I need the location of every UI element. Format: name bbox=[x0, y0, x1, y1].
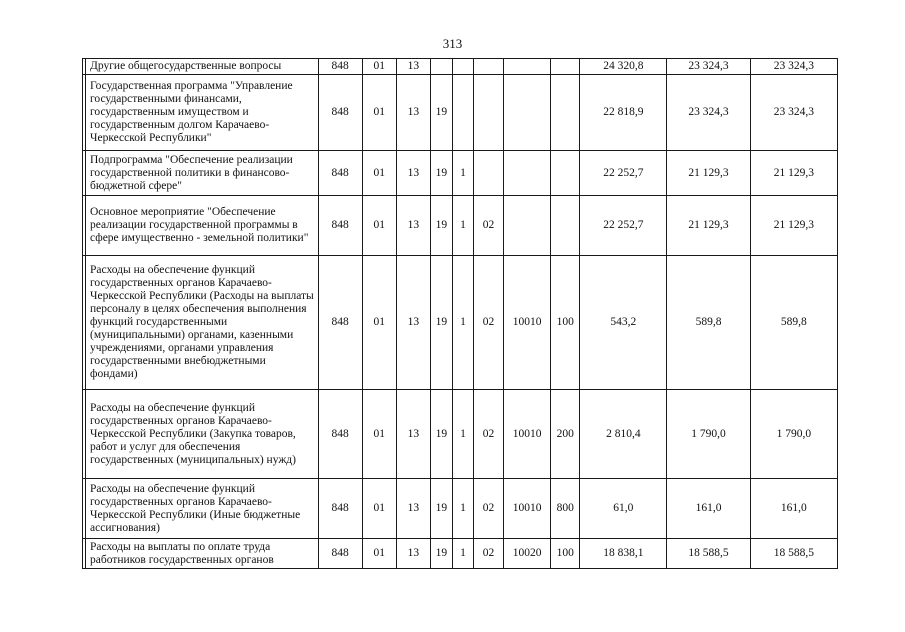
row-pp: 1 bbox=[452, 539, 473, 569]
row-sum-1: 22 818,9 bbox=[580, 75, 667, 151]
row-sum-1: 18 838,1 bbox=[580, 539, 667, 569]
row-gp: 19 bbox=[430, 539, 452, 569]
row-om bbox=[473, 59, 503, 75]
row-vr bbox=[551, 59, 580, 75]
row-pr: 13 bbox=[396, 196, 430, 256]
row-pr: 13 bbox=[396, 151, 430, 196]
row-ved: 848 bbox=[318, 479, 362, 539]
row-sum-1: 22 252,7 bbox=[580, 196, 667, 256]
row-pp: 1 bbox=[452, 390, 473, 479]
row-dir bbox=[504, 196, 551, 256]
row-pr: 13 bbox=[396, 256, 430, 390]
row-name: Подпрограмма "Обеспечение реализации государственной политики в финансово-бюджетной сфере" bbox=[86, 151, 319, 196]
row-pr: 13 bbox=[396, 390, 430, 479]
row-om bbox=[473, 151, 503, 196]
row-pr: 13 bbox=[396, 479, 430, 539]
row-vr bbox=[551, 75, 580, 151]
row-vr: 800 bbox=[551, 479, 580, 539]
row-gp: 19 bbox=[430, 196, 452, 256]
row-gp: 19 bbox=[430, 151, 452, 196]
row-pr: 13 bbox=[396, 75, 430, 151]
row-dir bbox=[504, 151, 551, 196]
row-vr: 100 bbox=[551, 539, 580, 569]
row-name: Другие общегосударственные вопросы bbox=[86, 59, 319, 75]
row-sum-1: 22 252,7 bbox=[580, 151, 667, 196]
row-pp: 1 bbox=[452, 479, 473, 539]
table-row bbox=[83, 75, 838, 151]
row-sum-2: 21 129,3 bbox=[667, 151, 750, 196]
row-sum-3: 23 324,3 bbox=[750, 75, 837, 151]
row-sum-3: 589,8 bbox=[750, 256, 837, 390]
row-name: Расходы на обеспечение функций государственных органов Карачаево-Черкесской Республики (Иные бюджетные ассигнования) bbox=[86, 479, 319, 539]
row-pp: 1 bbox=[452, 196, 473, 256]
row-dir: 10010 bbox=[504, 256, 551, 390]
row-om: 02 bbox=[473, 256, 503, 390]
row-sum-2: 23 324,3 bbox=[667, 75, 750, 151]
row-ved: 848 bbox=[318, 256, 362, 390]
row-sum-3: 21 129,3 bbox=[750, 196, 837, 256]
row-pp bbox=[452, 59, 473, 75]
row-ved: 848 bbox=[318, 196, 362, 256]
table-row bbox=[83, 196, 838, 256]
row-gp: 19 bbox=[430, 390, 452, 479]
row-rz: 01 bbox=[362, 390, 396, 479]
row-sum-3: 23 324,3 bbox=[750, 59, 837, 75]
row-pp: 1 bbox=[452, 256, 473, 390]
row-name: Основное мероприятие "Обеспечение реализации государственной программы в сфере имущественно - земельной политики" bbox=[86, 196, 319, 256]
row-dir: 10020 bbox=[504, 539, 551, 569]
row-sum-2: 18 588,5 bbox=[667, 539, 750, 569]
row-sum-3: 21 129,3 bbox=[750, 151, 837, 196]
table-row bbox=[83, 390, 838, 479]
page-number: 313 bbox=[442, 36, 463, 51]
row-rz: 01 bbox=[362, 256, 396, 390]
row-gp bbox=[430, 59, 452, 75]
row-rz: 01 bbox=[362, 539, 396, 569]
row-ved: 848 bbox=[318, 539, 362, 569]
row-dir: 10010 bbox=[504, 390, 551, 479]
row-rz: 01 bbox=[362, 59, 396, 75]
row-name: Расходы на обеспечение функций государственных органов Карачаево-Черкесской Республики (Расходы на выплаты персоналу в целях обеспечения выполнения функций государственными (муниципальными) органами, казенными учреждениями, органами управления государственными внебюджетными фондами) bbox=[86, 256, 319, 390]
row-name: Государственная программа "Управление государственными финансами, государственным имуществом и государственным долгом Карачаево-Черкесской Республики" bbox=[86, 75, 319, 151]
row-sum-2: 21 129,3 bbox=[667, 196, 750, 256]
row-om: 02 bbox=[473, 196, 503, 256]
row-sum-1: 2 810,4 bbox=[580, 390, 667, 479]
row-rz: 01 bbox=[362, 75, 396, 151]
row-ved: 848 bbox=[318, 75, 362, 151]
row-om: 02 bbox=[473, 390, 503, 479]
row-name: Расходы на обеспечение функций государственных органов Карачаево-Черкесской Республики (Закупка товаров, работ и услуг для обеспечения государственных (муниципальных) нужд) bbox=[86, 390, 319, 479]
table-row bbox=[83, 59, 838, 75]
row-sum-2: 23 324,3 bbox=[667, 59, 750, 75]
row-ved: 848 bbox=[318, 390, 362, 479]
table-row bbox=[83, 151, 838, 196]
row-rz: 01 bbox=[362, 151, 396, 196]
row-sum-1: 61,0 bbox=[580, 479, 667, 539]
row-sum-3: 18 588,5 bbox=[750, 539, 837, 569]
row-dir bbox=[504, 59, 551, 75]
row-om bbox=[473, 75, 503, 151]
row-vr bbox=[551, 196, 580, 256]
row-name: Расходы на выплаты по оплате труда работников государственных органов bbox=[86, 539, 319, 569]
row-pp bbox=[452, 75, 473, 151]
row-sum-2: 589,8 bbox=[667, 256, 750, 390]
table-row bbox=[83, 539, 838, 569]
row-sum-1: 24 320,8 bbox=[580, 59, 667, 75]
row-sum-2: 1 790,0 bbox=[667, 390, 750, 479]
row-pr: 13 bbox=[396, 539, 430, 569]
row-gp: 19 bbox=[430, 256, 452, 390]
row-pp: 1 bbox=[452, 151, 473, 196]
budget-table bbox=[82, 58, 838, 569]
row-dir: 10010 bbox=[504, 479, 551, 539]
table-row bbox=[83, 479, 838, 539]
table-row bbox=[83, 256, 838, 390]
row-sum-3: 161,0 bbox=[750, 479, 837, 539]
row-pr: 13 bbox=[396, 59, 430, 75]
row-sum-1: 543,2 bbox=[580, 256, 667, 390]
row-sum-2: 161,0 bbox=[667, 479, 750, 539]
row-gp: 19 bbox=[430, 75, 452, 151]
row-vr: 200 bbox=[551, 390, 580, 479]
row-vr: 100 bbox=[551, 256, 580, 390]
row-om: 02 bbox=[473, 539, 503, 569]
row-sum-3: 1 790,0 bbox=[750, 390, 837, 479]
row-ved: 848 bbox=[318, 151, 362, 196]
row-ved: 848 bbox=[318, 59, 362, 75]
row-om: 02 bbox=[473, 479, 503, 539]
row-rz: 01 bbox=[362, 196, 396, 256]
row-rz: 01 bbox=[362, 479, 396, 539]
row-vr bbox=[551, 151, 580, 196]
row-gp: 19 bbox=[430, 479, 452, 539]
row-dir bbox=[504, 75, 551, 151]
